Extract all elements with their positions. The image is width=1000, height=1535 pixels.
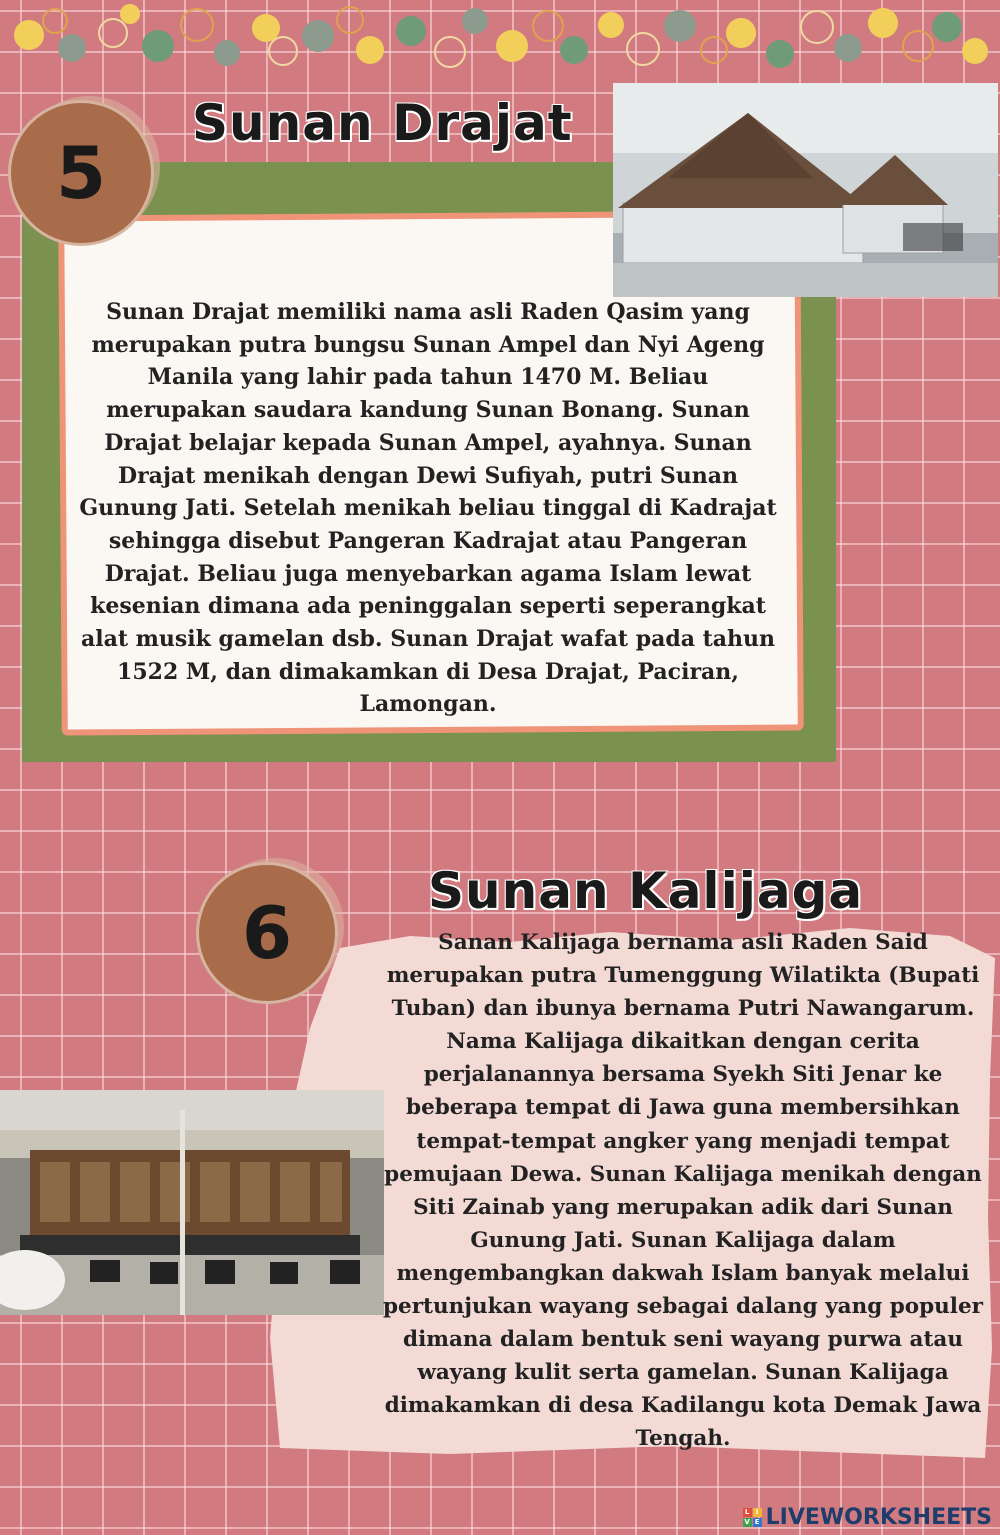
section-5-title: Sunan Drajat: [192, 94, 573, 152]
sunan-drajat-tomb-photo: [613, 83, 998, 297]
logo-letter-v: V: [744, 1517, 750, 1526]
liveworksheets-brand: LIVEWORKSHEETS: [765, 1504, 992, 1530]
liveworksheets-logo-icon: [743, 1508, 762, 1527]
section-6-number: 6: [241, 891, 293, 975]
logo-letter-l: L: [743, 1508, 752, 1517]
section-6-title: Sunan Kalijaga: [428, 862, 864, 920]
section-6-description: Sanan Kalijaga bernama asli Raden Said merupakan putra Tumenggung Wilatikta (Bupati Tuban) dan ibunya bernama Putri Nawangarum. Nama Kalijaga dikaitkan dengan cerita perjalanannya bersama Syekh Siti Jenar ke beberapa tempat di Jawa guna membersihkan tempat-tempat angker yang menjadi tempat pemujaan Dewa. Sunan Kalijaga menikah dengan Siti Zainab yang merupakan adik dari Sunan Gunung Jati. Sunan Kalijaga dalam mengembangkan dakwah Islam banyak melalui pertunjukan wayang sebagai dalang yang populer dimana dalam bentuk seni wayang purwa atau wayang kulit serta gamelan. Sunan Kalijaga dimakamkan di desa Kadilangu kota Demak Jawa Tengah.: [383, 930, 983, 1452]
section-5-number: 5: [55, 131, 107, 215]
liveworksheets-footer[interactable]: [743, 1503, 992, 1531]
section-5-number-badge: [8, 100, 154, 246]
section-5-description: Sunan Drajat memiliki nama asli Raden Qasim yang merupakan putra bungsu Sunan Ampel dan Nyi Ageng Manila yang lahir pada tahun 1470 M. Beliau merupakan saudara kandung Sunan Bonang. Sunan Drajat belajar kepada Sunan Ampel, ayahnya. Sunan Drajat menikah dengan Dewi Sufiyah, putri Sunan Gunung Jati. Setelah menikah beliau tinggal di Kadrajat sehingga disebut Pangeran Kadrajat atau Pangeran Drajat. Beliau juga menyebarkan agama Islam lewat kesenian dimana ada peninggalan seperti seperangkat alat musik gamelan dsb. Sunan Drajat wafat pada tahun 1522 M, dan dimakamkan di Desa Drajat, Paciran, Lamongan.: [79, 299, 777, 718]
sunan-kalijaga-tomb-photo: [0, 1090, 384, 1315]
logo-letter-i: I: [753, 1508, 762, 1517]
logo-letter-e: E: [753, 1518, 762, 1527]
